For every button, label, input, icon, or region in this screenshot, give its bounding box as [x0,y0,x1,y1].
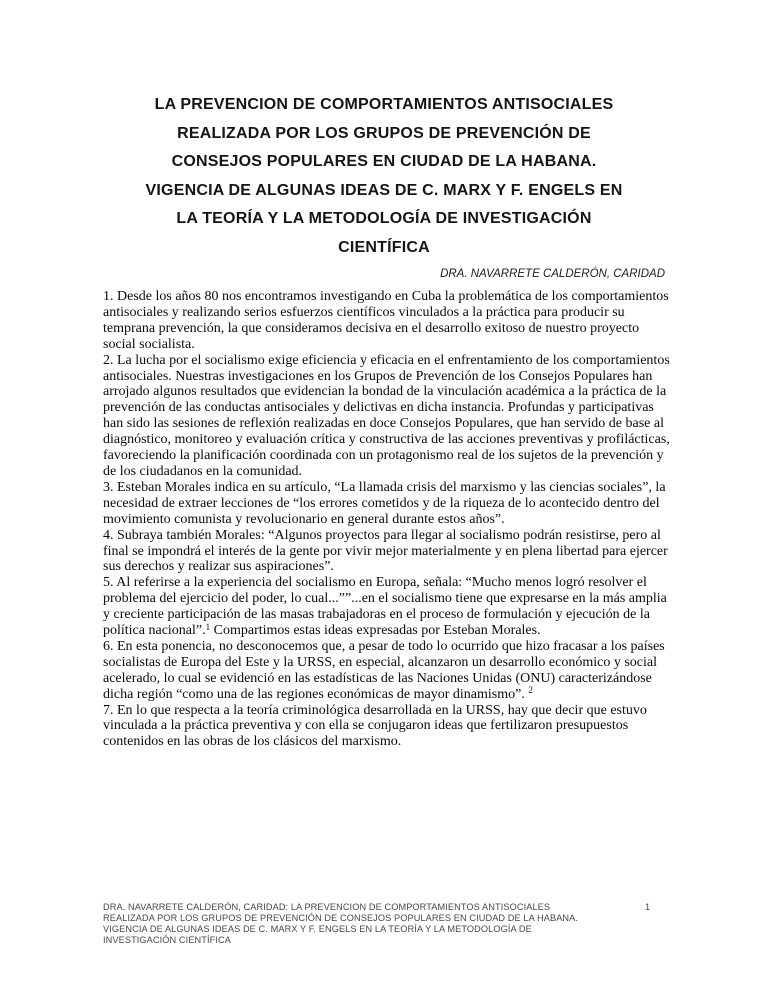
paragraph: 7. En lo que respecta a la teoría criminológica desarrollada en la URSS, hay que decir que estuvo vinculada a la práctica preventiva y con ella se conjugaron ideas que fertilizaron presupuestos contenidos en las obras de los clásicos del marxismo. [103,702,647,750]
paragraph: 1. Desde los años 80 nos encontramos investigando en Cuba la problemática de los comportamientos antisociales y realizando serios esfuerzos científicos vinculados a la práctica para producir su temprana prevención, la que consideramos decisiva en el desarrollo exitoso de nuestro proyecto social socialista. [103,289,669,352]
title-line: CIENTÍFICA [338,238,430,256]
footnote-ref: 1 [205,621,211,632]
page-number: 1 [645,902,651,912]
title-line: VIGENCIA DE ALGUNAS IDEAS DE C. MARX Y F. ENGELS EN [145,181,623,199]
paragraph: 6. En esta ponencia, no desconocemos que, a pesar de todo lo ocurrido que hizo fracasar a los países socialistas de Europa del Este y la URSS, en especial, alcanzaron un desarrollo económico y social acelerado, lo cual se evidenció en las estadísticas de las Naciones Unidas (ONU) caracterizándose dicha región “como una de las regiones económicas de mayor dinamismo”. $^2$ [103,638,665,702]
title-line: CONSEJOS POPULARES EN CIUDAD DE LA HABANA. [171,153,597,170]
paragraph: 3. Esteban Morales indica en su artículo, “La llamada crisis del marxismo y las ciencias sociales”, la necesidad de extraer lecciones de “los errores cometidos y de la riqueza de lo acontecido dentro del movimiento comunista y revolucionario en general durante estos años”. [103,479,666,527]
author-line: DRA. NAVARRETE CALDERÓN, CARIDAD [440,268,665,280]
paragraph: 4. Subraya también Morales: “Algunos proyectos para llegar al socialismo podrán resistirse, pero al final se impondrá el interés de la gente por vivir mejor materialmente y en plena libertad para ejercer sus derechos y realizar sus aspiraciones”. [103,527,668,575]
footer-line: VIGENCIA DE ALGUNAS IDEAS DE C. MARX Y F. ENGELS EN LA TEORÍA Y LA METODOLOGÍA DE [103,924,532,934]
title-line: REALIZADA POR LOS GRUPOS DE PREVENCIÓN DE [177,124,591,142]
footnote-ref: 2 [528,685,533,696]
paragraph: 5. Al referirse a la experiencia del socialismo en Europa, señala: “Mucho menos logró resolver el problema del ejercicio del poder, lo cual...””...en el socialismo tiene que expresarse en la más amplia y creciente participación de las masas trabajadoras en el proceso de formulación y ejecución de la política nacional”.$^1$ Compartimos estas ideas expresadas por Esteban Morales. [103,575,667,639]
footer-text [103,902,651,946]
footer-line: DRA. NAVARRETE CALDERÓN, CARIDAD: LA PREVENCION DE COMPORTAMIENTOS ANTISOCIALES [103,902,551,912]
footer-line: INVESTIGACIÓN CIENTÍFICA [103,935,231,945]
document-title [50,91,718,262]
paragraph: 2. La lucha por el socialismo exige eficiencia y eficacia en el enfrentamiento de los comportamientos antisociales. Nuestras investigaciones en los Grupos de Prevención de los Consejos Populares han arrojado algunos resultados que evidencian la bondad de la vinculación académica a la práctica de la prevención de las conductas antisociales y delictivas en dicha instancia. Profundas y participativas han sido las sesiones de reflexión realizadas en doce Consejos Populares, que han servido de base al diagnóstico, monitoreo y evaluación crítica y constructiva de las acciones preventivas y profilácticas, favoreciendo la planificación coordinada con un protagonismo real de los sujetos de la prevención y de los ciudadanos en la comunidad. [103,352,670,479]
footer-line: REALIZADA POR LOS GRUPOS DE PREVENCIÓN DE CONSEJOS POPULARES EN CIUDAD DE LA HABANA. [103,913,579,923]
title-line: LA PREVENCION DE COMPORTAMIENTOS ANTISOCIALES [154,96,614,113]
body-paragraphs [103,289,672,750]
title-line: LA TEORÍA Y LA METODOLOGÍA DE INVESTIGACIÓN [176,210,592,227]
